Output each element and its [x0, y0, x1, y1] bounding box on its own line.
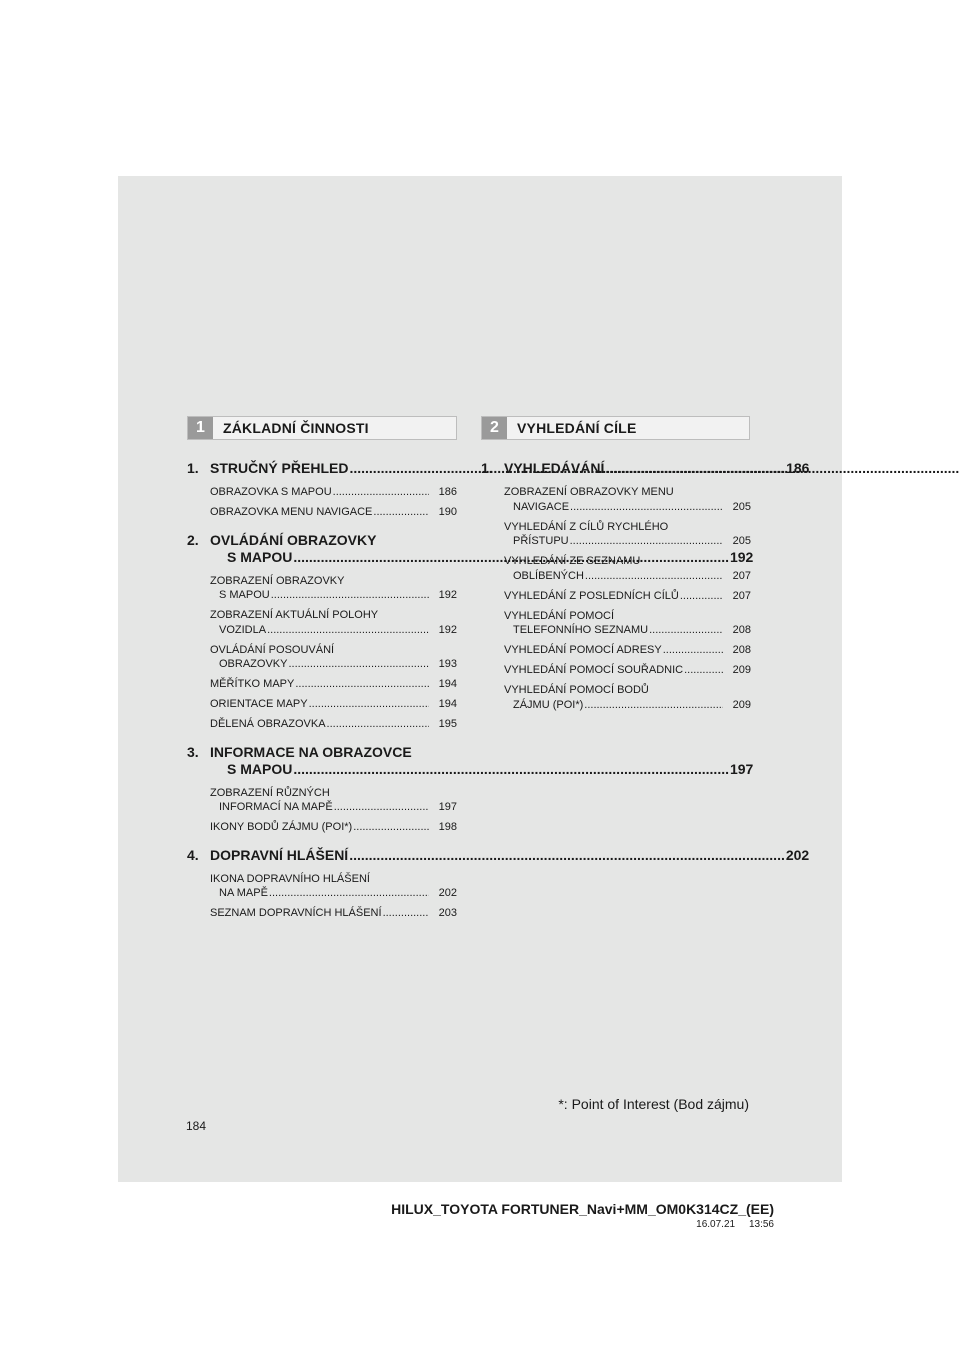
subtopic-page-number: 193: [438, 658, 457, 670]
subtopic-leader-line: [210, 800, 457, 815]
chapter-number: 1.: [481, 460, 493, 476]
subtopic-leader-line: [504, 643, 751, 658]
section-header-1: [187, 416, 457, 440]
subtopic-leader-line: [210, 820, 457, 835]
subtopic-leader-line: [210, 623, 457, 638]
leader-dots: [334, 800, 429, 815]
subtopic-title-text: ORIENTACE MAPY: [210, 698, 308, 710]
subtopic-title-text: OBLÍBENÝCH: [513, 569, 584, 582]
subtopic-leader-line: [210, 906, 457, 921]
section-header-2: [481, 416, 750, 440]
subtopic-page-number: 208: [732, 624, 751, 636]
subtopic-title-line: ZOBRAZENÍ OBRAZOVKY: [210, 574, 345, 587]
subtopic-title-text: OBRAZOVKY: [219, 658, 288, 670]
document-date: 16.07.21 13:56: [696, 1219, 774, 1230]
subtopic-entry[interactable]: [504, 683, 751, 712]
subtopic-title-text: IKONY BODŮ ZÁJMU (POI*): [210, 821, 353, 833]
subtopic-page-number: 186: [438, 486, 457, 498]
leader-dots: [570, 500, 723, 515]
chapter-title: [210, 744, 753, 778]
chapter-title-line: INFORMACE NA OBRAZOVCE: [210, 743, 412, 760]
leader-dots: [383, 906, 429, 921]
leader-dots: [584, 698, 723, 713]
subtopic-entry[interactable]: [504, 663, 751, 678]
subtopic-page-number: 205: [732, 535, 751, 547]
subtopic-page-number: 190: [438, 506, 457, 518]
subtopic-page-number: 205: [732, 500, 751, 513]
chapter-page-number: 202: [785, 846, 810, 863]
subtopic-entry[interactable]: [210, 717, 457, 732]
subtopic-page-number: 203: [438, 907, 457, 919]
leader-dots: [605, 460, 960, 477]
chapter-title-text: S MAPOU: [227, 548, 293, 565]
subtopic-title-text: PŘÍSTUPU: [513, 535, 569, 547]
subtopic-entry[interactable]: [504, 554, 751, 583]
subtopic-page-number: 198: [438, 821, 457, 833]
leader-dots: [288, 657, 429, 672]
leader-dots: [271, 588, 429, 603]
leader-dots: [663, 643, 723, 658]
chapter-leader-line: [210, 847, 809, 864]
chapter-number: 4.: [187, 846, 199, 863]
subtopic-page-number: 208: [732, 644, 751, 656]
subtopic-title-text: NAVIGACE: [513, 500, 570, 513]
subtopic-leader-line: [210, 677, 457, 692]
subtopic-title-text: SEZNAM DOPRAVNÍCH HLÁŠENÍ: [210, 907, 382, 919]
chapter-title-line: OVLÁDÁNÍ OBRAZOVKY: [210, 531, 377, 548]
document-id: HILUX_TOYOTA FORTUNER_Navi+MM_OM0K314CZ_(EE): [391, 1201, 774, 1217]
subtopic-leader-line: [210, 588, 457, 603]
subtopic-list: [187, 872, 457, 921]
subtopic-list: [481, 485, 754, 712]
leader-dots: [293, 761, 729, 777]
subtopic-title-line: IKONA DOPRAVNÍHO HLÁŠENÍ: [210, 872, 370, 885]
subtopic-title-text: VYHLEDÁNÍ POMOCÍ ADRESY: [504, 644, 662, 656]
toc-chapter: [481, 460, 754, 712]
leader-dots: [333, 485, 429, 500]
subtopic-leader-line: [210, 657, 457, 672]
subtopic-page-number: 209: [732, 698, 751, 711]
subtopic-title-text: MĚŘÍTKO MAPY: [210, 678, 295, 690]
subtopic-title-line: VYHLEDÁNÍ ZE SEZNAMU: [504, 555, 641, 567]
section-number-badge: 2: [482, 417, 507, 439]
subtopic-page-number: 207: [732, 589, 751, 602]
subtopic-entry[interactable]: [210, 786, 457, 815]
subtopic-page-number: 207: [732, 569, 751, 582]
subtopic-leader-line: [210, 697, 457, 712]
subtopic-entry[interactable]: [504, 520, 751, 549]
subtopic-entry[interactable]: [210, 485, 457, 500]
subtopic-entry[interactable]: [504, 643, 751, 658]
subtopic-title-text: ZÁJMU (POI*): [513, 698, 584, 711]
leader-dots: [684, 663, 723, 678]
chapter-heading[interactable]: [187, 846, 810, 864]
toc-column-2: [481, 460, 754, 724]
chapter-number: 1.: [187, 460, 199, 476]
leader-dots: [585, 569, 723, 584]
subtopic-leader-line: [504, 500, 751, 515]
subtopic-page-number: 202: [438, 887, 457, 899]
subtopic-entry[interactable]: [210, 820, 457, 835]
subtopic-title-line: VYHLEDÁNÍ Z CÍLŮ RYCHLÉHO: [504, 520, 669, 533]
section-title: ZÁKLADNÍ ČINNOSTI: [223, 420, 369, 436]
subtopic-title-text: TELEFONNÍHO SEZNAMU: [513, 624, 649, 636]
leader-dots: [349, 847, 785, 864]
chapter-page-number: 192: [729, 548, 754, 565]
chapter-leader-line: [504, 460, 960, 477]
leader-dots: [295, 677, 429, 692]
subtopic-title-text: VYHLEDÁNÍ POMOCÍ SOUŘADNIC: [504, 664, 684, 676]
leader-dots: [267, 623, 429, 638]
chapter-page-number: 197: [729, 760, 754, 777]
subtopic-entry[interactable]: [210, 574, 457, 603]
chapter-title: [504, 460, 960, 477]
subtopic-title-line: OVLÁDÁNÍ POSOUVÁNÍ: [210, 643, 335, 656]
chapter-heading[interactable]: [187, 743, 754, 778]
chapter-leader-line: [210, 761, 753, 778]
page-number: 184: [186, 1119, 207, 1133]
subtopic-leader-line: [504, 663, 751, 678]
subtopic-title-line: VYHLEDÁNÍ POMOCÍ: [504, 609, 615, 622]
subtopic-leader-line: [210, 717, 457, 732]
subtopic-title-line: VYHLEDÁNÍ POMOCÍ BODŮ: [504, 684, 649, 696]
chapter-number: 2.: [187, 531, 199, 548]
subtopic-page-number: 192: [438, 589, 457, 601]
subtopic-entry[interactable]: [210, 697, 457, 712]
subtopic-list: [187, 574, 457, 732]
subtopic-page-number: 197: [438, 801, 457, 813]
toc-chapter: [187, 743, 754, 835]
subtopic-entry[interactable]: [210, 643, 457, 672]
subtopic-page-number: 209: [732, 664, 751, 676]
section-number-badge: 1: [188, 417, 213, 439]
subtopic-title-line: ZOBRAZENÍ OBRAZOVKY MENU: [504, 486, 674, 498]
subtopic-leader-line: [210, 505, 457, 520]
chapter-page-number: 186: [786, 460, 810, 476]
toc-chapter: [187, 846, 810, 921]
subtopic-title-line: ZOBRAZENÍ AKTUÁLNÍ POLOHY: [210, 609, 379, 621]
subtopic-leader-line: [504, 589, 751, 604]
subtopic-entry[interactable]: [504, 485, 751, 514]
subtopic-title-text: VOZIDLA: [219, 623, 267, 636]
subtopic-entry[interactable]: [210, 505, 457, 520]
leader-dots: [570, 534, 723, 549]
subtopic-leader-line: [504, 569, 751, 584]
subtopic-leader-line: [504, 698, 751, 713]
subtopic-leader-line: [504, 623, 751, 638]
leader-dots: [353, 820, 429, 835]
subtopic-page-number: 195: [438, 718, 457, 730]
subtopic-leader-line: [210, 485, 457, 500]
subtopic-entry[interactable]: [210, 872, 457, 901]
chapter-title-text: S MAPOU: [227, 760, 293, 777]
subtopic-entry[interactable]: [504, 589, 751, 604]
subtopic-title-line: ZOBRAZENÍ RŮZNÝCH: [210, 786, 330, 799]
subtopic-entry[interactable]: [210, 608, 457, 637]
leader-dots: [269, 886, 429, 901]
chapter-title-text: STRUČNÝ PŘEHLED: [210, 460, 349, 476]
leader-dots: [373, 505, 429, 520]
subtopic-title-text: INFORMACÍ NA MAPĚ: [219, 801, 333, 813]
subtopic-list: [187, 786, 457, 835]
subtopic-page-number: 194: [438, 678, 457, 690]
subtopic-leader-line: [210, 886, 457, 901]
chapter-heading[interactable]: [481, 460, 751, 477]
subtopic-list: [187, 485, 457, 520]
leader-dots: [309, 697, 429, 712]
leader-dots: [649, 623, 723, 638]
subtopic-title-text: DĚLENÁ OBRAZOVKA: [210, 718, 326, 730]
footnote: *: Point of Interest (Bod zájmu): [558, 1096, 749, 1112]
subtopic-title-text: OBRAZOVKA S MAPOU: [210, 486, 332, 498]
subtopic-entry[interactable]: [504, 609, 751, 638]
subtopic-entry[interactable]: [210, 677, 457, 692]
subtopic-entry[interactable]: [210, 906, 457, 921]
section-title: VYHLEDÁNÍ CÍLE: [517, 420, 637, 436]
subtopic-title-text: OBRAZOVKA MENU NAVIGACE: [210, 506, 373, 518]
subtopic-leader-line: [504, 534, 751, 549]
leader-dots: [680, 589, 723, 604]
subtopic-title-text: NA MAPĚ: [219, 887, 268, 899]
chapter-title: [210, 847, 809, 864]
chapter-title-text: VYHLEDÁVÁNÍ: [504, 460, 605, 476]
subtopic-page-number: 192: [438, 623, 457, 636]
chapter-number: 3.: [187, 743, 199, 760]
leader-dots: [327, 717, 429, 732]
subtopic-page-number: 194: [438, 698, 457, 710]
chapter-title-text: DOPRAVNÍ HLÁŠENÍ: [210, 846, 349, 863]
subtopic-title-text: VYHLEDÁNÍ Z POSLEDNÍCH CÍLŮ: [504, 589, 679, 602]
subtopic-title-text: S MAPOU: [219, 589, 270, 601]
